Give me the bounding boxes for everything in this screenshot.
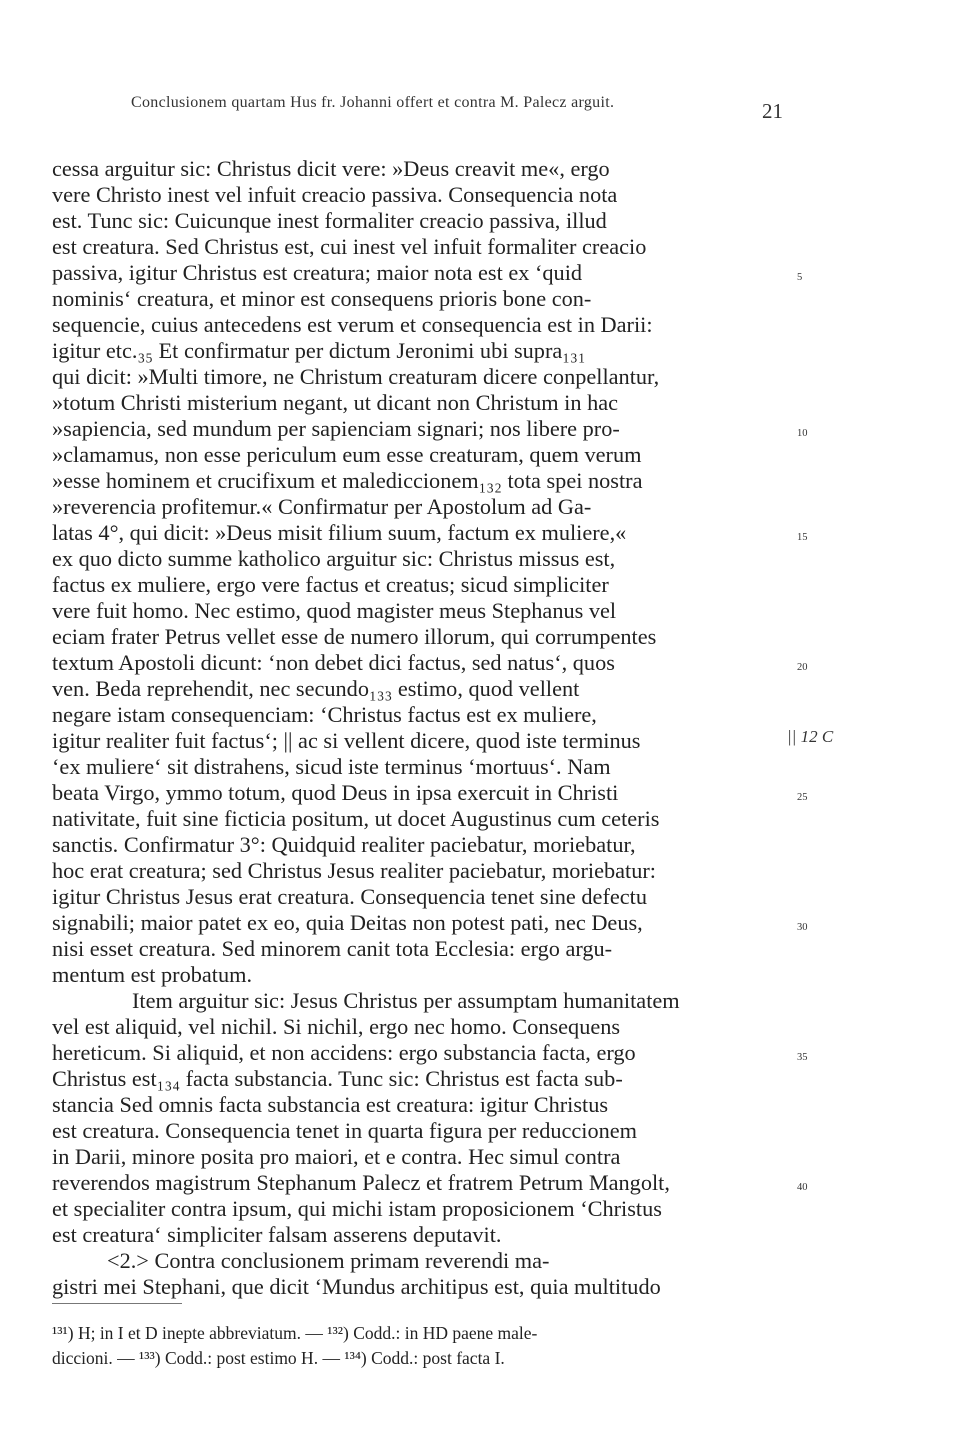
footnote-line: diccioni. — ¹³³) Codd.: post estimo H. — ¹³⁴) Codd.: post facta I.	[52, 1348, 505, 1368]
line-number: 25	[797, 792, 808, 803]
text-line: ven. Beda reprehendit, nec secundo₁₃₃ estimo, quod vellent	[52, 676, 580, 701]
footnote-rule	[52, 1303, 182, 1304]
body-text	[52, 156, 782, 1300]
text-line: nominis‘ creatura, et minor est consequens prioris bone con-	[52, 286, 592, 311]
line-number: 5	[797, 272, 803, 283]
line-number: 15	[797, 532, 808, 543]
text-line: »totum Christi misterium negant, ut dicant non Christum in hac	[52, 390, 619, 415]
footnote-line: ¹³¹) H; in I et D inepte abbreviatum. — ¹³²) Codd.: in HD paene male-	[52, 1323, 538, 1343]
line-number: 30	[797, 922, 808, 933]
text-line: igitur realiter fuit factus‘; || ac si vellent dicere, quod iste terminus	[52, 728, 641, 753]
text-line: gistri mei Stephani, que dicit ‘Mundus architipus est, quia multitudo	[52, 1274, 661, 1299]
text-line: est creatura‘ simpliciter falsam asserens deputavit.	[52, 1222, 502, 1247]
line-number: 40	[797, 1182, 808, 1193]
text-line: est creatura. Consequencia tenet in quarta figura per reduccionem	[52, 1118, 638, 1143]
text-line: igitur Christus Jesus erat creatura. Consequencia tenet sine defectu	[52, 884, 648, 909]
text-line: cessa arguitur sic: Christus dicit vere: »Deus creavit me«, ergo	[52, 156, 610, 181]
line-number: 35	[797, 1052, 808, 1063]
text-line: stancia Sed omnis facta substancia est creatura: igitur Christus	[52, 1092, 609, 1117]
text-line: qui dicit: »Multi timore, ne Christum creaturam dicere conpellantur,	[52, 364, 660, 389]
line-number: 20	[797, 662, 808, 673]
text-line: mentum est probatum.	[52, 962, 253, 987]
footnotes	[52, 1321, 782, 1371]
text-line: est creatura. Sed Christus est, cui inest vel infuit formaliter creacio	[52, 234, 647, 259]
text-line: et specialiter contra ipsum, qui michi istam proposicionem ‘Christus	[52, 1196, 662, 1221]
page-number: 21	[762, 99, 783, 123]
text-line: hereticum. Si aliquid, et non accidens: ergo substancia facta, ergo	[52, 1040, 636, 1065]
text-line: beata Virgo, ymmo totum, quod Deus in ipsa exercuit in Christi	[52, 780, 619, 805]
text-line: signabili; maior patet ex eo, quia Deitas non potest pati, nec Deus,	[52, 910, 643, 935]
text-line: negare istam consequenciam: ‘Christus factus est ex muliere,	[52, 702, 597, 727]
text-line: Item arguitur sic: Jesus Christus per assumptam humanitatem	[132, 988, 680, 1013]
text-line: latas 4°, qui dicit: »Deus misit filium suum, factum ex muliere,«	[52, 520, 627, 545]
text-line: textum Apostoli dicunt: ‘non debet dici factus, sed natus‘, quos	[52, 650, 615, 675]
text-line: sequencie, cuius antecedens est verum et consequencia est in Darii:	[52, 312, 653, 337]
text-line: ‘ex muliere‘ sit distrahens, sicud iste terminus ‘mortuus‘. Nam	[52, 754, 611, 779]
text-line: nisi esset creatura. Sed minorem canit tota Ecclesia: ergo argu-	[52, 936, 613, 961]
text-line: »sapiencia, sed mundum per sapienciam signari; nos libere pro-	[52, 416, 620, 441]
text-line: nativitate, fuit sine ficticia positum, ut docet Augustinus cum ceteris	[52, 806, 660, 831]
text-line: »reverencia profitemur.« Confirmatur per Apostolum ad Ga-	[52, 494, 592, 519]
folio-marker: || 12 C	[787, 727, 834, 746]
text-line: <2.> Contra conclusionem primam reverendi ma-	[107, 1248, 550, 1273]
text-line: Christus est₁₃₄ facta substancia. Tunc sic: Christus est facta sub-	[52, 1066, 623, 1091]
text-line: passiva, igitur Christus est creatura; maior nota est ex ‘quid	[52, 260, 583, 285]
text-line: »clamamus, non esse periculum eum esse creaturam, quem verum	[52, 442, 642, 467]
text-line: igitur etc.₃₅ Et confirmatur per dictum Jeronimi ubi supra₁₃₁	[52, 338, 586, 363]
text-line: eciam frater Petrus vellet esse de numero illorum, qui corrumpentes	[52, 624, 657, 649]
line-number: 10	[797, 428, 808, 439]
text-line: factus ex muliere, ergo vere factus et creatus; sicud simpliciter	[52, 572, 609, 597]
text-line: ex quo dicto summe katholico arguitur sic: Christus missus est,	[52, 546, 616, 571]
text-line: reverendos magistrum Stephanum Palecz et fratrem Petrum Mangolt,	[52, 1170, 670, 1195]
text-line: sanctis. Confirmatur 3°: Quidquid realiter paciebatur, moriebatur,	[52, 832, 636, 857]
running-head: Conclusionem quartam Hus fr. Johanni offert et contra M. Palecz arguit.	[131, 94, 615, 111]
text-line: hoc erat creatura; sed Christus Jesus realiter paciebatur, moriebatur:	[52, 858, 656, 883]
text-line: vere fuit homo. Nec estimo, quod magister meus Stephanus vel	[52, 598, 617, 623]
text-line: est. Tunc sic: Cuicunque inest formaliter creacio passiva, illud	[52, 208, 607, 233]
text-line: vere Christo inest vel infuit creacio passiva. Consequencia nota	[52, 182, 618, 207]
text-line: in Darii, minore posita pro maiori, et e contra. Hec simul contra	[52, 1144, 621, 1169]
text-line: »esse hominem et crucifixum et malediccionem₁₃₂ tota spei nostra	[52, 468, 643, 493]
text-line: vel est aliquid, vel nichil. Si nichil, ergo nec homo. Consequens	[52, 1014, 621, 1039]
